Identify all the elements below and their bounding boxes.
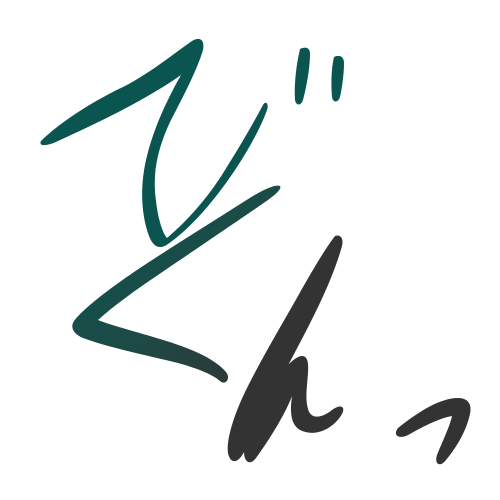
dakuten-mark-2 [331, 56, 344, 102]
dakuten-mark-1 [295, 48, 310, 105]
n-tail-stroke [396, 398, 471, 464]
n-stroke [228, 235, 344, 462]
ku-stroke [72, 186, 280, 383]
